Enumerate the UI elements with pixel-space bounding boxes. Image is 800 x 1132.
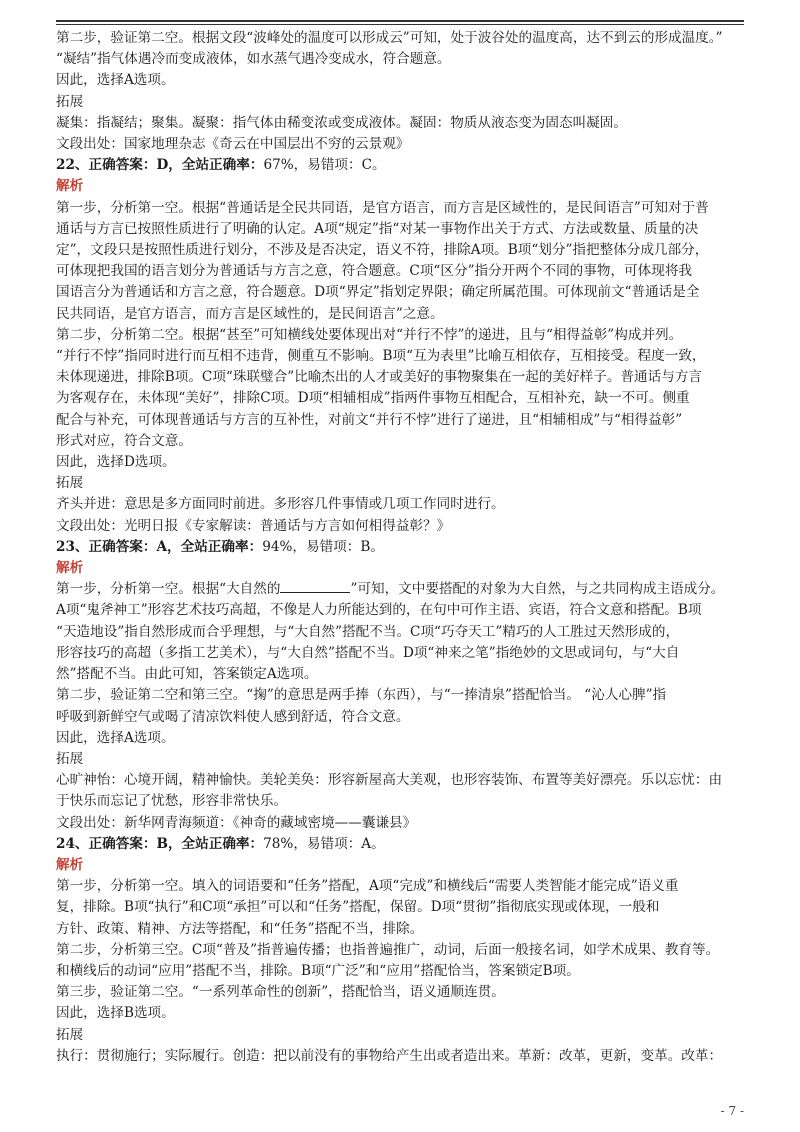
text-line: 为客观存在，未体现“美好”，排除C项。D项“相辅相成”指两件事物互相配合，互相补充，缺一不可。侧重 (56, 390, 690, 407)
text-line: 可体现把我国的语言划分为普通话与方言之意，符合题意。C项“区分”指分开两个不同的事物，可体现将我 (56, 263, 693, 280)
text-line: 因此，选择A选项。 (56, 729, 175, 746)
text-line: 第三步，验证第二空。“一系列革命性的创新”，搭配恰当，语义通顺连贯。 (56, 984, 505, 1001)
text-line: 文段出处：光明日报《专家解读：普通话与方言如何相得益彰？》 (56, 517, 451, 534)
text-line: 第二步，分析第二空。根据“甚至”可知横线处要体现出对“并行不悖”的递进，且与“相得益彰”构成并列。 (56, 326, 683, 343)
text-line: 文段出处：国家地理杂志《奇云在中国层出不穷的云景观》 (56, 136, 410, 153)
text-line: “并行不悖”指同时进行而互相不违背，侧重互不影响。B项“互为表里”比喻互相依存，互相接受。程度一致， (56, 348, 706, 365)
question-23-rate: 94%，易错项：B。 (262, 538, 384, 555)
text-line: 形式对应，符合文意。 (56, 432, 192, 449)
text-line: 通话与方言已按照性质进行了明确的认定。A项“规定”指“对某一事物作出关于方式、方法或数量、质量的决 (56, 220, 699, 237)
text-line: 第二步，验证第二空。根据文段“波峰处的温度可以形成云”可知，处于波谷处的温度高，达不到云的形成温度。” (56, 30, 723, 46)
text-line: 定”，文段只是按照性质进行划分，不涉及是否决定，语义不符，排除A项。B项“划分”指把整体分成几部分， (56, 242, 709, 259)
section-label-expand: 拓展 (56, 475, 84, 492)
question-23-answer: 23、正确答案：A，全站正确率： (56, 538, 263, 555)
text-line: 齐头并进：意思是多方面同时前进。多形容几件事情或几项工作同时进行。 (56, 496, 505, 513)
question-24-header (56, 834, 746, 855)
text-line: 民共同语，是官方语言，而方言是区域性的，是民间语言”之意。 (56, 305, 444, 322)
text-line: 因此，选择B选项。 (56, 1005, 175, 1022)
section-label-expand: 拓展 (56, 750, 84, 767)
text-line: 第二步，验证第二空和第三空。“掬”的意思是两手捧（东西），与“一捧清泉”搭配恰当。 “沁人心脾”指 (56, 687, 667, 704)
text-line-with-blank (56, 579, 746, 600)
question-23-analysis-label: 解析 (56, 560, 84, 577)
question-22-analysis-label: 解析 (56, 178, 84, 195)
text-line: 形容技巧的高超（多指工艺美术），与“大自然”搭配不当。D项“神来之笔”指绝妙的文思或词句，与“大自 (56, 644, 680, 661)
text-line: 未体现递进，排除B项。C项“珠联璧合”比喻杰出的人才或美好的事物聚集在一起的美好样子。普通话与方言 (56, 369, 703, 386)
page-content (56, 28, 746, 1067)
text-line: 然”搭配不当。由此可知，答案锁定A选项。 (56, 666, 318, 683)
text-line: “天造地设”指自然形成而合乎理想，与“大自然”搭配不当。C项“巧夺天工”精巧的人工胜过天然形成的， (56, 623, 680, 640)
page-number: - 7 - (720, 1104, 744, 1118)
section-label-expand: 拓展 (56, 1026, 84, 1043)
text-fragment: ”可知，文中要搭配的对象为大自然，与之共同构成主语成分。 (350, 581, 725, 598)
text-line: 呼吸到新鲜空气或喝了清凉饮料使人感到舒适，符合文意。 (56, 708, 410, 725)
question-23-header (56, 537, 746, 558)
question-22-answer: 22、正确答案：D，全站正确率： (56, 157, 264, 174)
header-rule (56, 20, 744, 22)
question-24-rate: 78%，易错项：A。 (263, 835, 385, 852)
text-line: 复，排除。B项“执行”和C项“承担”可以和“任务”搭配，保留。D项“贯彻”指彻底实现或体现，一般和 (56, 899, 660, 916)
text-line: 第一步，分析第一空。填入的词语要和“任务”搭配，A项“完成”和横线后“需要人类智能才能完成”语义重 (56, 878, 679, 895)
fill-blank (280, 579, 350, 593)
text-line: 于快乐而忘记了忧愁，形容非常快乐。 (56, 793, 288, 810)
text-line: 因此，选择D选项。 (56, 454, 176, 471)
text-line: 心旷神怡：心境开阔，精神愉快。美轮美奂：形容新屋高大美观，也形容装饰、布置等美好漂亮。乐以忘忧：由 (56, 772, 723, 789)
question-24-answer: 24、正确答案：B，全站正确率： (56, 835, 264, 852)
question-22-header (56, 155, 746, 176)
text-line: 和横线后的动词“应用”搭配不当，排除。B项“广泛”和“应用”搭配恰当，答案锁定B项。 (56, 962, 580, 979)
text-line: 第二步，分析第三空。C项“普及”指普遍传播；也指普遍推广，动词，后面一般接名词，如学术成果、教育等。 (56, 941, 720, 958)
text-line: 凝集：指凝结；聚集。凝聚：指气体由稀变浓或变成液体。凝固：物质从液态变为固态叫凝固。 (56, 114, 627, 131)
text-line: 方针、政策、精神、方法等搭配，和“任务”搭配不当，排除。 (56, 920, 424, 937)
question-24-analysis-label: 解析 (56, 856, 84, 873)
text-line: 因此，选择A选项。 (56, 72, 175, 89)
text-line: 文段出处：新华网青海频道：《神奇的藏域密境——囊谦县》 (56, 814, 417, 831)
text-line: A项“鬼斧神工”形容艺术技巧高超，不像是人力所能达到的，在句中可作主语、宾语，符合文意和搭配。B项 (56, 602, 702, 619)
text-line: 国语言分为普通话和方言之意，符合题意。D项“界定”指划定界限；确定所属范围。可体现前文“普通话是全 (56, 284, 700, 301)
text-fragment: 第一步，分析第一空。根据“大自然的 (56, 581, 281, 598)
section-label-expand: 拓展 (56, 93, 84, 110)
text-line: 执行：贯彻施行；实际履行。创造：把以前没有的事物给产生出或者造出来。革新：改革，更新，变革。改革： (56, 1047, 723, 1064)
header-rule-thin (56, 24, 744, 25)
text-line: 第一步，分析第一空。根据“普通话是全民共同语，是官方语言，而方言是区域性的，是民间语言”可知对于普 (56, 199, 709, 216)
text-line: “凝结”指气体遇冷而变成液体，如水蒸气遇冷变成水，符合题意。 (56, 51, 451, 68)
question-22-rate: 67%，易错项：C。 (263, 157, 386, 174)
text-line: 配合与补充，可体现普通话与方言的互补性，对前文“并行不悖”进行了递进，且“相辅相成”与“相得益彰” (56, 411, 683, 428)
